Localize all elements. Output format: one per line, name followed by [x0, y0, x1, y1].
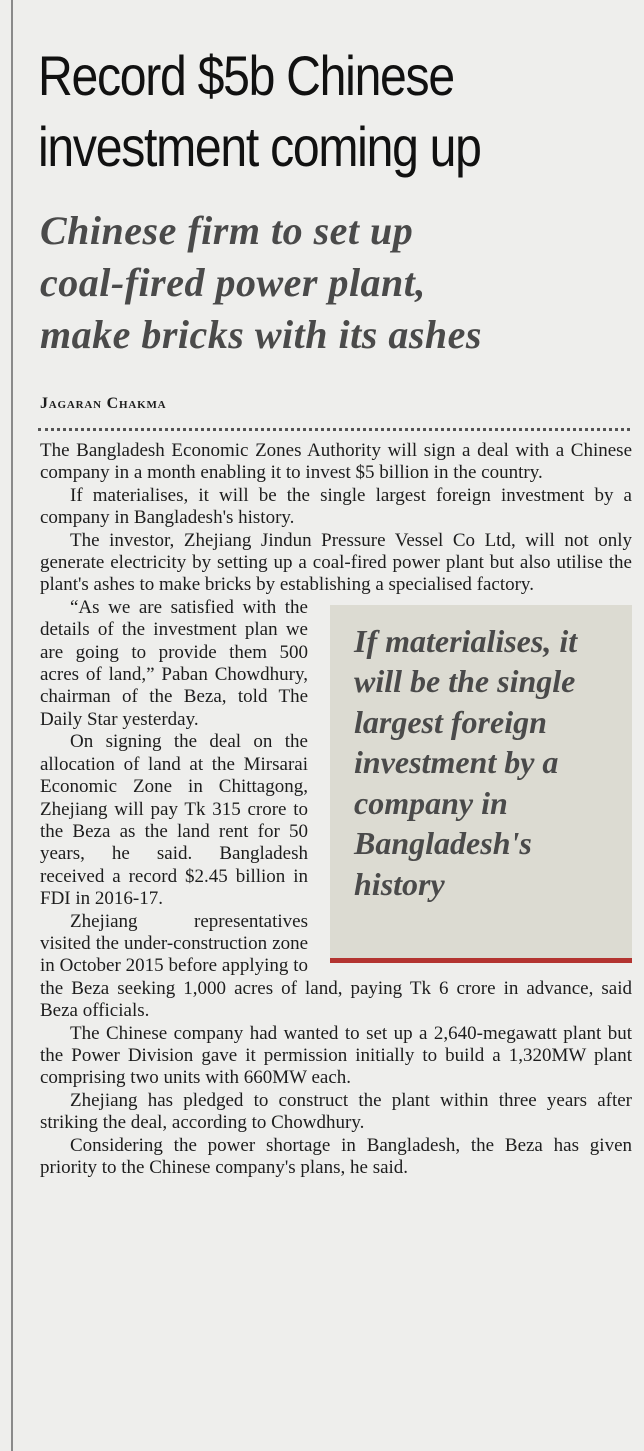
subhead-line-1: Chinese firm to set up: [40, 208, 414, 253]
subhead-line-3: make bricks with its ashes: [40, 312, 482, 357]
paragraph: Zhejiang has pledged to construct the plant within three years after striking the deal, according to Chowdhury.: [40, 1089, 632, 1134]
paragraph: “As we are satisfied with the details of the investment plan we are going to provide them 500 acres of land,” Paban Chowdhury, chairman of the Beza, told The Daily Star yesterday.: [40, 596, 308, 730]
article-body: [40, 440, 632, 1179]
headline: [38, 40, 554, 182]
paragraph: The Chinese company had wanted to set up a 2,640-megawatt plant but the Power Division gave it permission initially to build a 1,320MW plant comprising two units with 660MW each.: [40, 1022, 632, 1089]
dotted-divider: [38, 428, 630, 431]
column-rule: [11, 0, 13, 1451]
headline-line-2: investment coming up: [38, 115, 481, 178]
pull-quote-box: [330, 605, 632, 963]
subheadline: [40, 205, 640, 361]
paragraph: Considering the power shortage in Bangladesh, the Beza has given priority to the Chinese company's plans, he said.: [40, 1134, 632, 1178]
paragraph: If materialises, it will be the single largest foreign investment by a company in Bangladesh's history.: [40, 484, 632, 529]
subhead-line-2: coal-fired power plant,: [40, 260, 426, 305]
byline: Jagaran Chakma: [40, 395, 167, 412]
paragraph: Zhejiang representatives visited the under-construction zone in October 2015 before applying to the Beza seeking 1,000 acres of land, paying Tk 6 crore in advance, said Beza officials.: [40, 910, 632, 1022]
paragraph: The investor, Zhejiang Jindun Pressure Vessel Co Ltd, will not only generate electricity by setting up a coal-fired power plant but also utilise the plant's ashes to make bricks by establishing a specialised factory.: [40, 529, 632, 596]
paragraph: The Bangladesh Economic Zones Authority will sign a deal with a Chinese company in a month enabling it to invest $5 billion in the country.: [40, 440, 632, 484]
headline-line-1: Record $5b Chinese: [38, 44, 454, 107]
pull-quote: If materialises, it will be the single largest foreign investment by a company in Bangladesh's history: [354, 622, 578, 902]
paragraph: On signing the deal on the allocation of land at the Mirsarai Economic Zone in Chittagong, Zhejiang will pay Tk 315 crore to the Beza as the land rent for 50 years, he said. Bangladesh received a record $2.45 billion in FDI in 2016-17.: [40, 731, 308, 910]
